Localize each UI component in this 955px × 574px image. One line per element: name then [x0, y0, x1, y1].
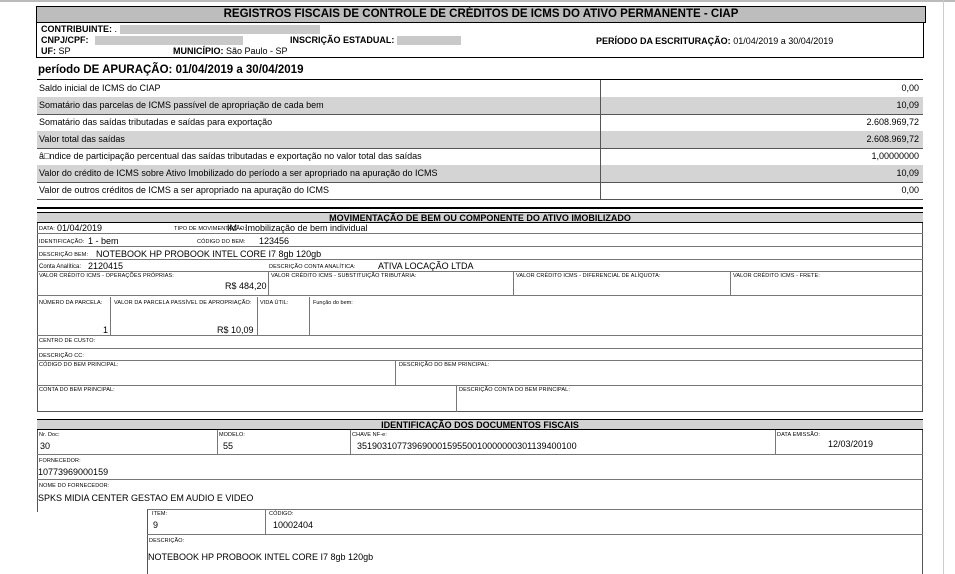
centro-custo-label: CENTRO DE CUSTO:: [39, 338, 96, 344]
descricao-conta-value: ATIVA LOCAÇÃO LTDA: [378, 261, 474, 271]
cnpj-label: CNPJ/CPF:: [41, 35, 89, 45]
row-separator: [600, 80, 601, 97]
conta-label: Conta Analítica:: [39, 264, 82, 270]
doc-sep-1: [217, 430, 218, 455]
row-value: 2.608.969,72: [866, 134, 919, 144]
item-descricao-row: [147, 536, 923, 574]
modelo-label: MODELO:: [219, 432, 246, 438]
descricao-cc-label: DESCRIÇÃO CC:: [39, 353, 84, 359]
mov-row-descricao-bem: [37, 248, 923, 260]
descricao-bem-label: DESCRIÇÃO BEM:: [39, 252, 89, 258]
apuracao-row-2: [37, 114, 923, 132]
conta-bem-principal-sep: [456, 386, 457, 412]
item-descricao-value: NOTEBOOK HP PROBOOK INTEL CORE I7 8gb 120gb: [148, 552, 374, 562]
redacted-ie: [397, 36, 461, 45]
tipo-value: IM - Imobilização de bem individual: [227, 223, 368, 233]
row-value: 10,09: [896, 100, 919, 110]
vcred-st-label: VALOR CRÉDITO ICMS - SUBSTITUIÇÃO TRIBUTÁRIA:: [271, 273, 417, 279]
codigo-label: CÓDIGO:: [269, 511, 294, 517]
redacted-contribuinte: [120, 25, 320, 34]
doc-row-nome-fornecedor: [37, 481, 923, 509]
uf-label: UF:: [41, 46, 56, 56]
apuracao-row-0: [37, 80, 923, 98]
fornecedor-value: 10773969000159: [38, 467, 109, 477]
mov-row-valores-credito: [37, 272, 923, 296]
vcred-proprias-label: VALOR CRÉDITO ICMS - OPERAÇÕES PRÓPRIAS:: [39, 273, 174, 279]
descricao-bem-value: NOTEBOOK HP PROBOOK INTEL CORE I7 8gb 120gb: [96, 249, 322, 259]
movimentacao-top-rule: [37, 207, 923, 209]
row-separator: [600, 182, 601, 199]
modelo-value: 55: [223, 441, 234, 451]
nr-doc-value: 30: [40, 441, 51, 451]
item-row: [147, 509, 923, 535]
municipio-value: São Paulo - SP: [226, 46, 288, 56]
row-value: 1,00000000: [871, 151, 919, 161]
chave-value: 35190310773969000159550010000000301139400100: [357, 441, 577, 451]
row-separator: [600, 114, 601, 131]
apuracao-title: período DE APURAÇÃO: 01/04/2019 a 30/04/2019: [38, 64, 304, 76]
num-parcela-value: 1: [103, 325, 109, 335]
doc-sep-2: [350, 430, 351, 455]
codigo-bem-label: CÓDIGO DO BEM:: [197, 239, 246, 245]
periodo-escrituracao: [596, 36, 833, 46]
item-value: 9: [153, 520, 159, 530]
vcred-frete-label: VALOR CRÉDITO ICMS - FRETE:: [733, 273, 820, 279]
mov-row-data: [37, 223, 923, 234]
row-separator: [600, 148, 601, 165]
row-label: Saldo inicial de ICMS do CIAP: [39, 83, 161, 93]
contribuinte-label: CONTRIBUINTE:: [41, 24, 112, 34]
row-separator: [600, 165, 601, 182]
header-box: [36, 6, 924, 58]
redacted-cnpj: [95, 36, 243, 45]
doc-sep-3: [775, 430, 776, 455]
chave-label: CHAVE NF-e:: [352, 432, 387, 438]
funcao-label: Função do bem:: [313, 300, 353, 306]
fornecedor-label: FORNECEDOR:: [39, 458, 81, 464]
document-title: REGISTROS FISCAIS DE CONTROLE DE CRÉDITOS DE ICMS DO ATIVO PERMANENTE - CIAP: [36, 6, 926, 23]
vcred-proprias-value: R$ 484,20: [225, 281, 267, 291]
data-value: 01/04/2019: [57, 223, 103, 233]
periodo-label: PERÍODO DA ESCRITURAÇÃO:: [596, 36, 731, 46]
cod-bem-principal-label: CÓDIGO DO BEM PRINCIPAL:: [39, 362, 119, 368]
row-label: Valor total das saídas: [39, 134, 125, 144]
doc-row-fornecedor: [37, 456, 923, 480]
municipio-line: [173, 46, 288, 56]
movimentacao-title: MOVIMENTAÇÃO DE BEM OU COMPONENTE DO ATIVO IMOBILIZADO: [37, 212, 923, 223]
desc-bem-principal-label: DESCRIÇÃO DO BEM PRINCIPAL:: [399, 362, 490, 368]
mov-row-bem-principal: [37, 361, 923, 386]
nr-doc-label: Nr. Doc:: [39, 432, 60, 438]
row-value: 0,00: [901, 83, 919, 93]
periodo-value: 01/04/2019 a 30/04/2019: [733, 36, 834, 46]
identificacao-label: IDENTIFICAÇÃO:: [39, 239, 85, 245]
mov-row-centro-custo: [37, 337, 923, 349]
tipo-label: TIPO DE MOVIMENTAÇÃO:: [174, 226, 246, 232]
bem-principal-sep: [395, 361, 396, 386]
num-parcela-label: NÚMERO DA PARCELA:: [39, 300, 103, 306]
conta-value: 2120415: [88, 261, 124, 271]
documentos-title: IDENTIFICAÇÃO DOS DOCUMENTOS FISCAIS: [37, 419, 923, 430]
parcela-sep-2: [257, 297, 258, 336]
row-value: 2.608.969,72: [866, 117, 919, 127]
apuracao-row-1: [37, 97, 923, 115]
row-value: 0,00: [901, 185, 919, 195]
row-separator: [600, 131, 601, 148]
ie-line: [290, 35, 461, 45]
municipio-label: MUNICÍPIO:: [173, 46, 224, 56]
contribuinte-line: [41, 24, 320, 34]
uf-line: [41, 46, 71, 56]
doc-row-main: [37, 430, 923, 455]
codigo-value: 10002404: [273, 520, 314, 530]
conta-bem-principal-label: CONTA DO BEM PRINCIPAL:: [39, 387, 115, 393]
identificacao-value: 1 - bem: [88, 236, 119, 246]
vcred-difal-label: VALOR CRÉDITO ICMS - DIFERENCIAL DE ALÍQUOTA:: [516, 273, 661, 279]
contribuinte-value: .: [114, 24, 118, 34]
row-label: Valor do crédito de ICMS sobre Ativo Imobilizado do período a ser apropriado na apuração do ICMS: [39, 168, 438, 178]
vida-util-label: VIDA ÚTIL:: [260, 300, 289, 306]
uf-value: SP: [58, 46, 71, 56]
item-label: ITEM:: [152, 511, 168, 517]
parcela-sep-1: [110, 297, 111, 336]
row-label: Somatário das saídas tributadas e saídas para exportação: [39, 117, 273, 127]
apuracao-row-3: [37, 131, 923, 149]
mov-row-conta-bem-principal: [37, 386, 923, 412]
valor-parcela-value: R$ 10,09: [217, 325, 254, 335]
vcred-sep-2: [513, 272, 514, 296]
right-edge-rule: [943, 0, 944, 574]
row-label: Somatário das parcelas de ICMS passível de apropriação de cada bem: [39, 100, 324, 110]
descricao-conta-label: DESCRIÇÃO CONTA ANALÍTICA:: [269, 264, 356, 270]
nome-fornecedor-value: SPKS MIDIA CENTER GESTAO EM AUDIO E VIDEO: [38, 493, 254, 503]
mov-row-conta: [37, 261, 923, 272]
parcela-sep-3: [309, 297, 310, 336]
nome-fornecedor-label: NOME DO FORNECEDOR:: [39, 483, 110, 489]
apuracao-row-4: [37, 148, 923, 166]
valor-parcela-label: VALOR DA PARCELA PASSÍVEL DE APROPRIAÇÃO:: [114, 300, 252, 306]
row-value: 10,09: [896, 168, 919, 178]
cnpj-line: [41, 35, 243, 45]
vcred-sep-1: [268, 272, 269, 296]
desc-conta-bem-principal-label: DESCRIÇÃO CONTA DO BEM PRINCIPAL:: [459, 387, 570, 393]
codigo-bem-value: 123456: [259, 236, 290, 246]
top-rule: [0, 0, 955, 2]
item-sep: [265, 509, 266, 535]
vcred-sep-3: [730, 272, 731, 296]
mov-row-descricao-cc: [37, 350, 923, 361]
mov-row-parcela: [37, 297, 923, 336]
data-emissao-value: 12/03/2019: [828, 439, 874, 449]
row-label: Valor de outros créditos de ICMS a ser apropriado na apuração do ICMS: [39, 185, 329, 195]
data-label: DATA:: [39, 226, 55, 232]
item-descricao-label: DESCRIÇÃO:: [149, 538, 185, 544]
apuracao-row-6: [37, 182, 923, 200]
apuracao-row-5: [37, 165, 923, 183]
row-label: â□ndice de participação percentual das saídas tributadas e exportação no valor total das saídas: [39, 151, 422, 161]
mov-row-identificacao: [37, 235, 923, 247]
row-separator: [600, 97, 601, 114]
ie-label: INSCRIÇÃO ESTADUAL:: [290, 35, 395, 45]
data-emissao-label: DATA EMISSÃO:: [777, 432, 820, 438]
